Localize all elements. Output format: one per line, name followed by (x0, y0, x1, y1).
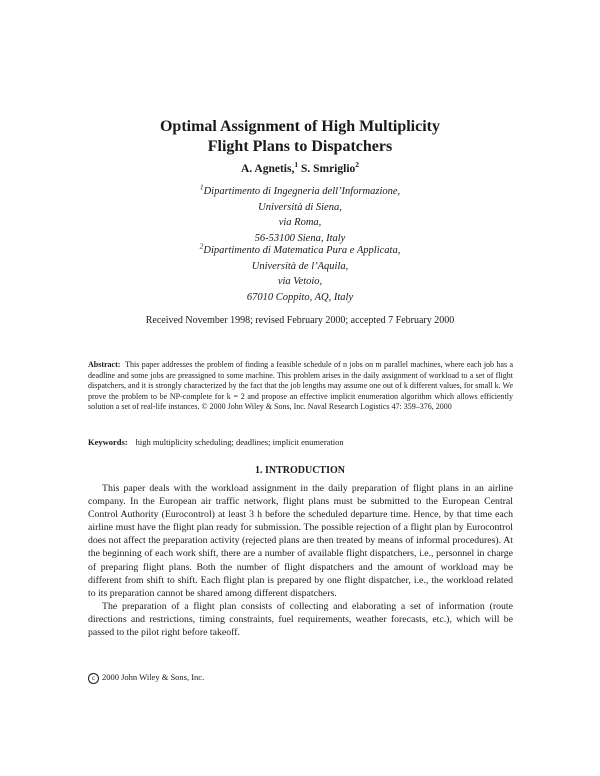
affiliation-2-line-1: Dipartimento di Matematica Pura e Applicata, (203, 245, 401, 256)
affiliation-1-line-3: via Roma, (278, 217, 322, 228)
keywords-text: high multiplicity scheduling; deadlines; implicit enumeration (135, 437, 344, 447)
affiliation-2-line-3: via Vetoio, (277, 276, 323, 287)
copyright-text: 2000 John Wiley & Sons, Inc. (102, 672, 205, 682)
paragraph-2: The preparation of a flight plan consists of collecting and elaborating a set of information (route directions and restrictions, timing constraints, fuel requirements, weather forecasts, etc.), which will be passed to the pilot right before takeoff. (88, 600, 513, 639)
author-2-affil-mark: 2 (355, 160, 360, 170)
affiliation-1-mark: 1 (199, 182, 204, 192)
affiliation-1-line-1: Dipartimento di Ingegneria dell’Informazione, (203, 186, 401, 197)
title-line-1: Optimal Assignment of High Multiplicity (159, 118, 440, 135)
affiliation-1-line-4: 56-53100 Siena, Italy (254, 232, 346, 244)
authors (0, 160, 600, 175)
abstract-label: Abstract: (88, 360, 121, 369)
affiliation-2-line-4: 67010 Coppito, AQ, Italy (246, 291, 354, 303)
author-1: A. Agnetis, (240, 163, 295, 175)
affiliation-2-mark: 2 (199, 241, 204, 251)
received-dates: Received November 1998; revised February 2000; accepted 7 February 2000 (145, 315, 455, 326)
author-1-affil-mark: 1 (294, 160, 299, 170)
affiliation-2 (0, 243, 600, 305)
body-text (88, 482, 513, 639)
author-2: S. Smriglio (298, 163, 356, 175)
copyright-icon: c (88, 673, 99, 684)
abstract-text: This paper addresses the problem of finding a feasible schedule of n jobs on m parallel machines, where each job has a deadline and some jobs are preassigned to some machine. This problem arises in the daily assignment of workload to a set of flight dispatchers, and it is strongly characterized by the fact that the job lengths may assume one out of k different values, for small k. We prove the problem to be NP-complete for k = 2 and propose an effective implicit enumeration algorithm which allows efficiently solution a set of real-life instances. © 2000 John Wiley & Sons, Inc. Naval Research Logistics 47: 359–376, 2000 (88, 360, 513, 411)
title-line-2: Flight Plans to Dispatchers (207, 138, 393, 155)
affiliation-1 (0, 184, 600, 246)
section-heading-introduction: 1. INTRODUCTION (254, 465, 345, 476)
keywords-label: Keywords: (88, 437, 128, 447)
copyright-footer (88, 672, 204, 684)
abstract (88, 360, 513, 413)
keywords (88, 437, 513, 447)
affiliation-1-line-2: Università di Siena, (258, 201, 342, 213)
paragraph-1: This paper deals with the workload assignment in the daily preparation of flight plans in an airline company. In the European air traffic network, flight plans must be submitted to the European Central Control Authority (Eurocontrol) at least 3 h before the scheduled departure time. Hence, by that time each airline must have the flight plan ready for submission. The possible rejection of a flight plan by Eurocontrol does not affect the preparation activity (rejected plans are then treated by means of informal procedures). At the beginning of each work shift, there are a number of available flight dispatchers, i.e., personnel in charge of preparing flight plans. Both the number of flight dispatchers and the amount of workload may be different from shift to shift. Each flight plan is prepared by one flight dispatcher, i.e., the workload related to its preparation cannot be shared among different dispatchers. (88, 483, 513, 599)
affiliation-2-line-2: Università de l’Aquila, (251, 260, 349, 272)
paper-title (0, 117, 600, 157)
